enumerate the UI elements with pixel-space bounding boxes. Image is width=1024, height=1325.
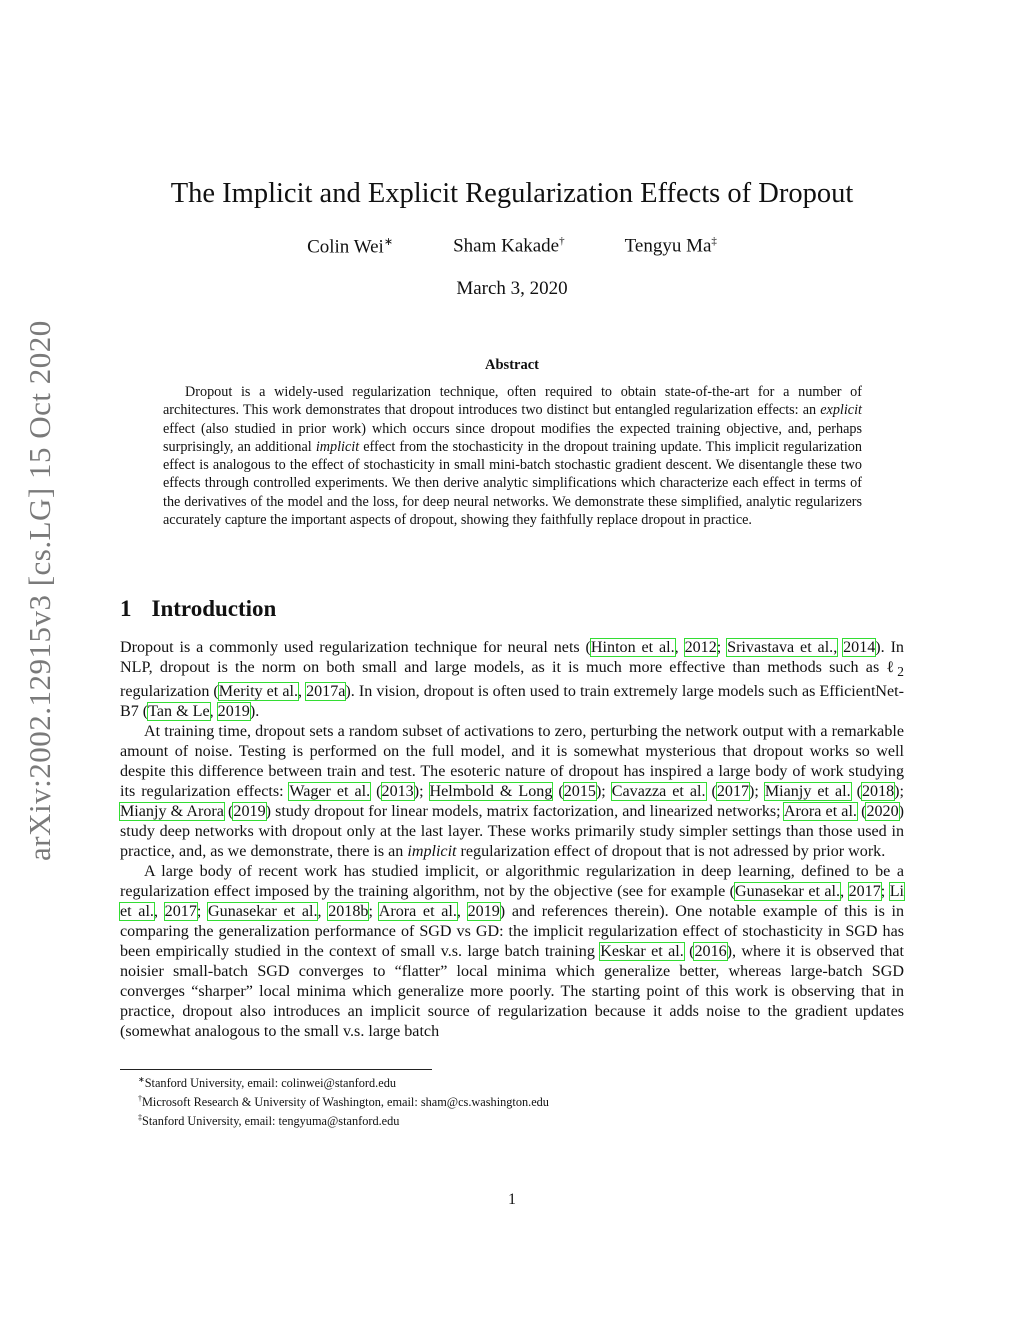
footnote-mark[interactable]: ∗	[383, 236, 394, 248]
section-title: Introduction	[151, 596, 277, 621]
citation-link[interactable]: 2013	[381, 783, 414, 801]
citation-link[interactable]: 2016	[694, 943, 727, 961]
paragraph: Dropout is a commonly used regularization technique for neural nets (Hinton et al., 2012; Srivastava et al., 2014). In NLP, dropout is the norm on both small and large models, as it is much more effective than methods such as ℓ$_2$ regularization (Merity et al., 2017a). In vision, dropout is often used to train extremely large models such as EfficientNet-B7 (Tan & Le, 2019).	[120, 639, 905, 721]
citation-link[interactable]: Mianjy et al.	[764, 783, 851, 801]
citation-link[interactable]: 2019	[233, 803, 266, 821]
section-number: 1	[120, 596, 132, 621]
citation-link[interactable]: 2017	[716, 783, 750, 801]
footnotes	[120, 1072, 904, 1129]
section-heading	[120, 596, 276, 622]
paragraph: A large body of recent work has studied implicit, or algorithmic regularization in deep learning, defined to be a regularization effect imposed by the training algorithm, not by the objective (see for example (Gunasekar et al., 2017; Li et al., 2017; Gunasekar et al., 2018b; Arora et al., 2019) and references therein). One notable example of this is in comparing the generalization performance of SGD vs GD: the implicit regularization effect of stochasticity in SGD has been empirically studied in the context of small v.s. large batch training Keskar et al. (2016), where it is observed that noisier small-batch SGD converges to “flatter” local minima which generalize better, whereas large-batch SGD converges “sharper” local minima which generalize more poorly. The starting point of this work is observing that in practice, dropout also introduces an implicit source of regularization because it adds noise to the gradient updates (somewhat analogous to the small v.s. large batch	[120, 863, 905, 1041]
citation-link[interactable]: Tan & Le	[148, 703, 210, 721]
author: Sham Kakade†	[453, 235, 565, 257]
citation-link[interactable]: 2019	[217, 703, 250, 721]
citation-link[interactable]: 2017	[164, 903, 197, 921]
citation-link[interactable]: 2017	[848, 883, 881, 901]
citation-link[interactable]: 2012	[684, 639, 717, 656]
footnote-divider	[120, 1069, 432, 1070]
citation-link[interactable]: Arora et al.	[783, 803, 857, 821]
footnote: ‡Stanford University, email: tengyuma@stanford.edu	[138, 1113, 400, 1129]
citation-link[interactable]: 2015	[563, 783, 596, 801]
citation-link[interactable]: 2020	[866, 803, 899, 821]
author: Colin Wei∗	[307, 236, 394, 258]
paragraph: At training time, dropout sets a random subset of activations to zero, perturbing the network output with a remarkable amount of noise. Testing is performed on the full model, and it is somewhat mysterious that dropout works so well despite this difference between train and test. The esoteric nature of dropout has inspired a large body of work studying its regularization effects: Wager et al. (2013); Helmbold & Long (2015); Cavazza et al. (2017); Mianjy et al. (2018); Mianjy & Arora (2019) study dropout for linear models, matrix factorization, and linearized networks; Arora et al. (2020) study deep networks with dropout only at the last layer. These works primarily study simpler settings than those used in practice, and, as we demonstrate, there is an implicit regularization effect of dropout that is not adressed by prior work.	[120, 723, 904, 861]
citation-link[interactable]: Hinton et al.	[590, 639, 675, 656]
citation-link[interactable]: Helmbold & Long	[429, 783, 553, 801]
citation-link[interactable]: Gunasekar et al.	[735, 883, 841, 901]
footnote: ∗Stanford University, email: colinwei@stanford.edu	[138, 1075, 396, 1091]
citation-link[interactable]: Arora et al.	[378, 903, 457, 921]
citation-link[interactable]: Wager et al.	[289, 783, 371, 801]
abstract-text: Dropout is a widely-used regularization technique, often required to obtain state-of-the-art for a number of architectures. This work demonstrates that dropout introduces two distinct but entangled regularization effects: an explicit effect (also studied in prior work) which occurs since dropout modifies the expected training objective, and, perhaps surprisingly, an additional implicit effect from the stochasticity in the dropout training update. This implicit regularization effect is analogous to the effect of stochasticity in small mini-batch stochastic gradient descent. We disentangle these two effects through controlled experiments. We then derive analytic simplifications which characterize each effect in terms of the derivatives of the model and the loss, for deep neural networks. We demonstrate these simplified, analytic regularizers accurately capture the important aspects of dropout, showing they faithfully replace dropout in practice.	[163, 384, 862, 529]
citation-link[interactable]: 2014	[843, 639, 876, 656]
citation-link[interactable]: Keskar et al.	[600, 943, 684, 961]
footnote: †Microsoft Research & University of Washington, email: sham@cs.washington.edu	[138, 1094, 549, 1110]
citation-link[interactable]: 2018b	[328, 903, 369, 921]
author-list	[0, 235, 1024, 258]
footnote-mark[interactable]: †	[559, 235, 565, 247]
citation-link[interactable]: Merity et al.	[218, 683, 298, 701]
author: Tengyu Ma‡	[624, 235, 717, 257]
citation-link[interactable]: 2018	[861, 783, 895, 801]
citation-link[interactable]: Cavazza et al.	[611, 783, 706, 801]
body-text	[120, 638, 904, 1042]
citation-link[interactable]: Mianjy & Arora	[120, 803, 224, 821]
page-number: 1	[508, 1191, 516, 1208]
footnote-mark[interactable]: ‡	[711, 235, 717, 247]
citation-link[interactable]: 2017a	[306, 683, 346, 701]
citation-link[interactable]: 2019	[467, 903, 500, 921]
publication-date: March 3, 2020	[456, 278, 568, 299]
arxiv-stamp: arXiv:2002.12915v3 [cs.LG] 15 Oct 2020	[22, 320, 57, 861]
citation-link[interactable]: Gunasekar et al.	[208, 903, 318, 921]
citation-link[interactable]: Li et al.	[120, 883, 905, 921]
abstract-heading: Abstract	[485, 357, 539, 373]
paper-title: The Implicit and Explicit Regularization Effects of Dropout	[170, 178, 854, 209]
citation-link[interactable]: Srivastava et al.,	[727, 639, 838, 656]
